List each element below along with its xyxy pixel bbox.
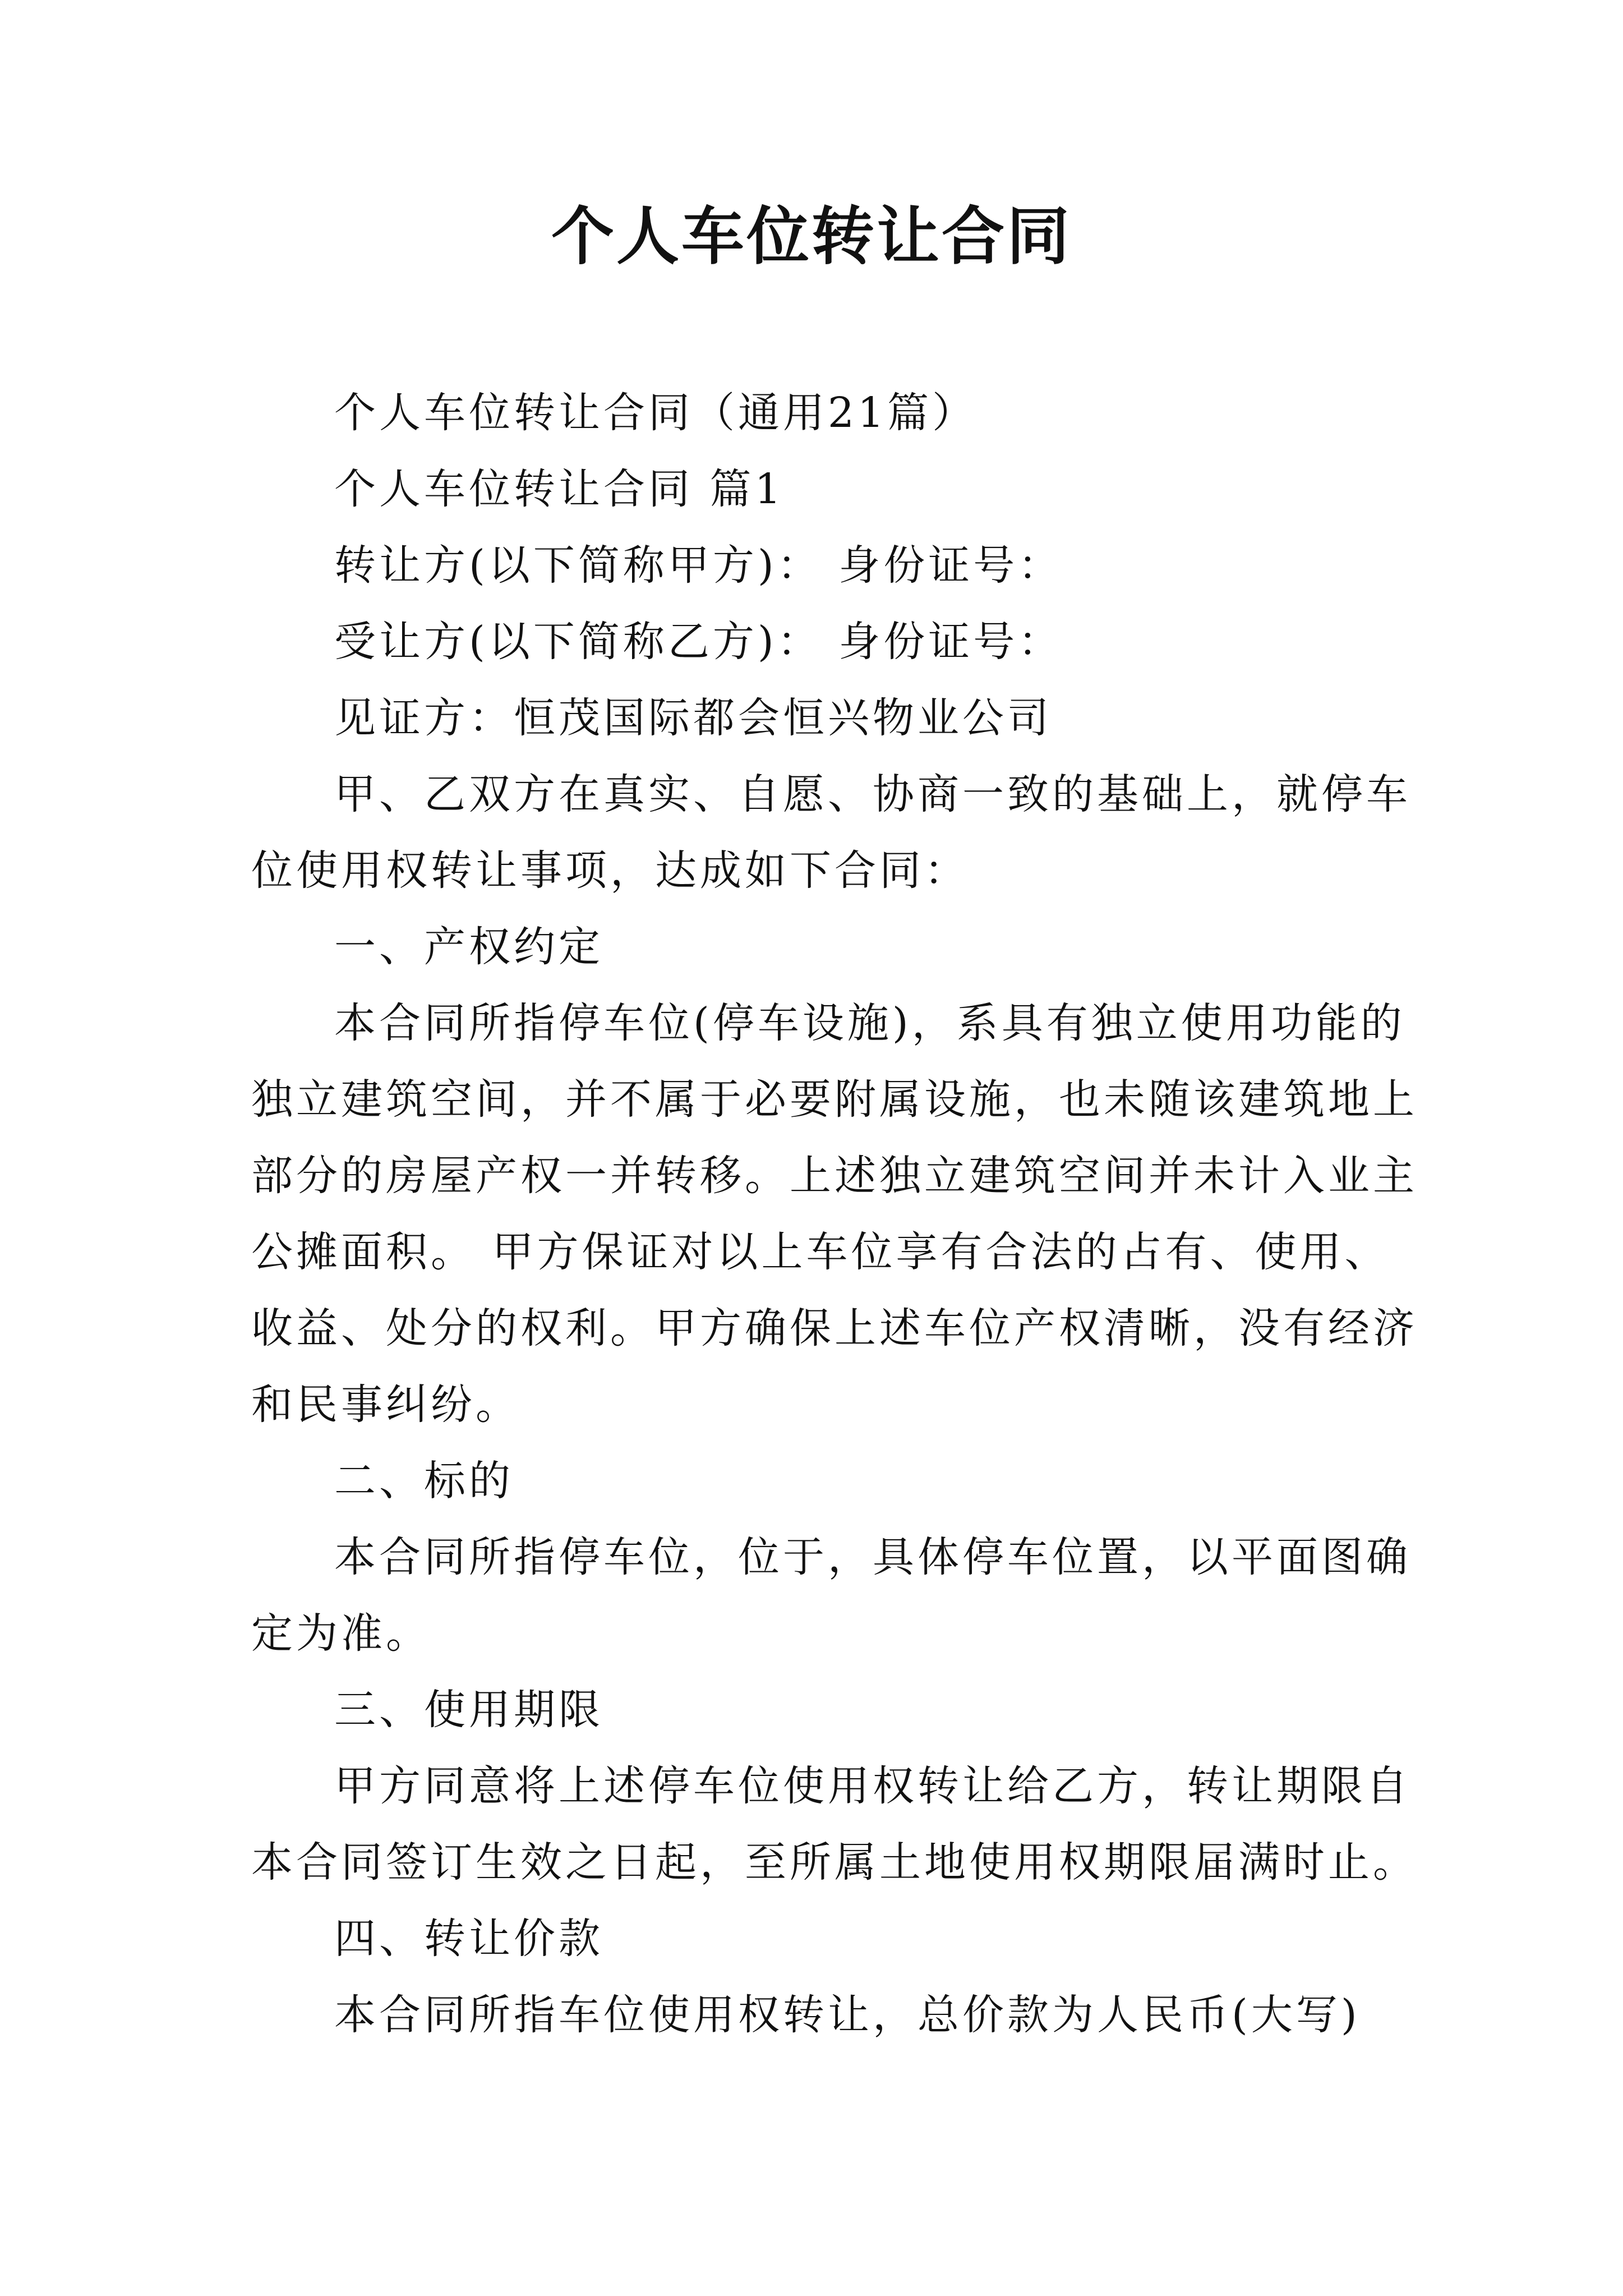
paragraph-line: 公摊面积。 甲方保证对以上车位享有合法的占有、使用、 bbox=[251, 1228, 1390, 1276]
paragraph-line: 甲方同意将上述停车位使用权转让给乙方，转让期限自 bbox=[334, 1762, 1411, 1810]
paragraph-line: 受让方(以下简称乙方)： 身份证号： bbox=[334, 618, 1063, 666]
paragraph-line: 转让方(以下简称甲方)： 身份证号： bbox=[334, 541, 1063, 590]
paragraph-line: 独立建筑空间，并不属于必要附属设施，也未随该建筑地上 bbox=[251, 1075, 1418, 1124]
paragraph-line: 本合同所指车位使用权转让，总价款为人民币(大写) bbox=[334, 1991, 1361, 2039]
paragraph-line: 位使用权转让事项，达成如下合同： bbox=[251, 846, 969, 895]
paragraph-line: 本合同所指停车位，位于，具体停车位置，以平面图确 bbox=[334, 1533, 1411, 1581]
paragraph-line: 见证方：恒茂国际都会恒兴物业公司 bbox=[334, 694, 1052, 742]
paragraph-line: 甲、乙双方在真实、自愿、协商一致的基础上，就停车 bbox=[334, 770, 1411, 818]
paragraph-line: 个人车位转让合同 篇1 bbox=[334, 465, 785, 513]
section-heading: 四、转让价款 bbox=[334, 1915, 603, 1963]
document-body bbox=[251, 375, 1418, 2053]
paragraph-line: 收益、处分的权利。甲方确保上述车位产权清晰，没有经济 bbox=[251, 1304, 1418, 1352]
document-title: 个人车位转让合同 bbox=[551, 200, 1072, 273]
paragraph-line: 本合同所指停车位(停车设施)，系具有独立使用功能的 bbox=[334, 999, 1405, 1047]
paragraph-line: 定为准。 bbox=[251, 1609, 431, 1658]
paragraph-line: 个人车位转让合同（通用21篇） bbox=[334, 389, 978, 437]
section-heading: 三、使用期限 bbox=[334, 1686, 603, 1734]
paragraph-line: 本合同签订生效之日起，至所属土地使用权期限届满时止。 bbox=[251, 1838, 1418, 1887]
paragraph-line: 和民事纠纷。 bbox=[251, 1381, 520, 1429]
paragraph-line: 部分的房屋产权一并转移。上述独立建筑空间并未计入业主 bbox=[251, 1152, 1418, 1200]
section-heading: 二、标的 bbox=[334, 1457, 514, 1505]
section-heading: 一、产权约定 bbox=[334, 923, 603, 971]
